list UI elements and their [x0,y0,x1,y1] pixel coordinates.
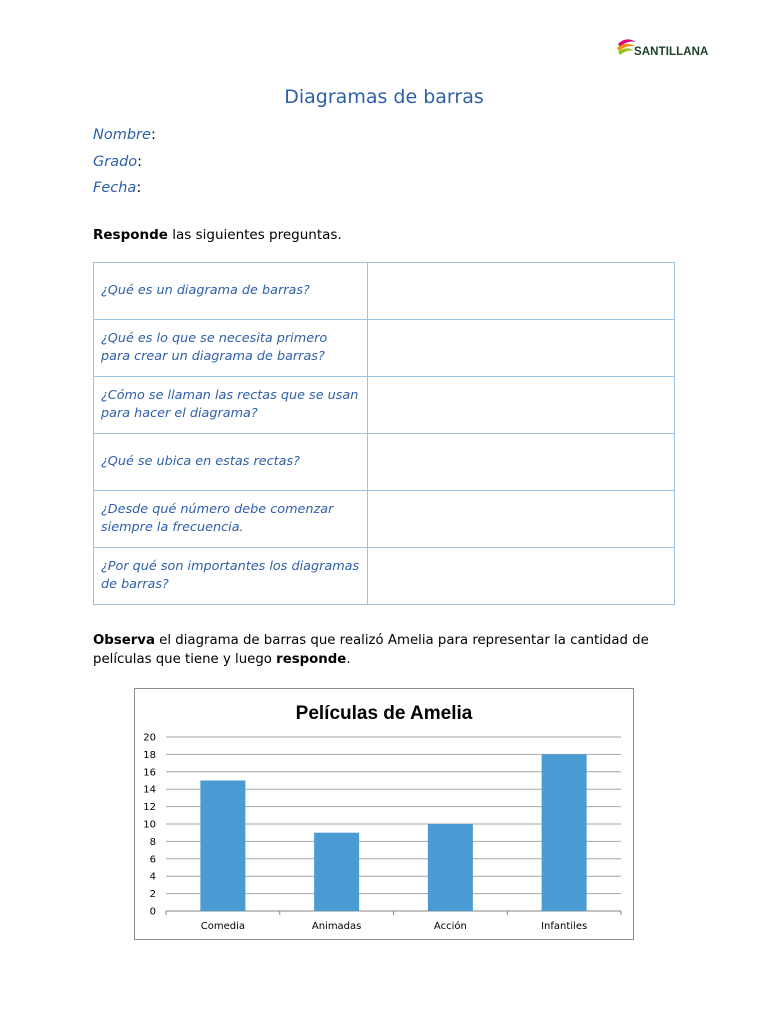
y-tick-label: 0 [149,906,156,918]
paragraph-bold-responde: responde [276,652,347,667]
bar [200,781,245,912]
field-fecha-colon: : [136,180,142,196]
paragraph-text: el diagrama de barras que realizó Amelia para representar la cantidad de películas que tiene y luego [93,633,649,667]
answer-cell[interactable] [368,434,675,491]
table-row [94,263,675,320]
table-row [94,491,675,548]
bar-chart-svg [135,689,633,939]
field-nombre-label: Nombre [93,127,151,143]
x-tick-label: Acción [433,921,467,932]
bar [314,833,359,911]
paragraph-end: . [346,652,351,667]
question-cell: ¿Qué es un diagrama de barras? [94,263,368,320]
answer-cell[interactable] [368,548,675,605]
y-tick-label: 12 [143,802,156,814]
field-fecha [93,180,141,196]
chart-title: Películas de Amelia [295,703,473,724]
y-tick-label: 14 [143,784,156,796]
answer-cell[interactable] [368,491,675,548]
question-cell: ¿Qué se ubica en estas rectas? [94,434,368,491]
santillana-logo [616,36,716,64]
table-row [94,320,675,377]
logo-text: SANTILLANA [634,46,709,58]
field-fecha-label: Fecha [93,180,137,196]
paragraph-bold-observa: Observa [93,633,155,648]
y-tick-label: 2 [149,889,156,901]
observe-paragraph [93,631,693,669]
questions-table [93,262,675,605]
field-nombre [93,127,156,143]
table-row [94,377,675,434]
page-title: Diagramas de barras [284,86,484,108]
bar [542,754,587,911]
field-grado-label: Grado [93,154,138,170]
y-tick-label: 10 [143,819,156,831]
question-cell: ¿Cómo se llaman las rectas que se usan para hacer el diagrama? [94,377,368,434]
y-tick-label: 20 [143,732,156,744]
y-tick-label: 16 [143,767,156,779]
x-tick-label: Comedia [200,921,245,932]
field-grado-colon: : [137,154,143,170]
y-tick-label: 4 [149,871,156,883]
y-tick-label: 18 [143,749,156,761]
answer-cell[interactable] [368,320,675,377]
question-cell: ¿Qué es lo que se necesita primero para crear un diagrama de barras? [94,320,368,377]
instruction-bold: Responde [93,227,168,243]
field-nombre-colon: : [150,127,156,143]
bar [428,824,473,911]
bar-chart [134,688,634,940]
field-grado [93,154,142,170]
table-row [94,548,675,605]
question-cell: ¿Desde qué número debe comenzar siempre la frecuencia. [94,491,368,548]
y-tick-label: 6 [149,854,156,866]
answer-cell[interactable] [368,377,675,434]
question-cell: ¿Por qué son importantes los diagramas de barras? [94,548,368,605]
x-tick-label: Infantiles [541,921,588,932]
answer-cell[interactable] [368,263,675,320]
y-tick-label: 8 [149,836,156,848]
table-row [94,434,675,491]
instruction-rest: las siguientes preguntas. [167,227,342,243]
x-tick-label: Animadas [311,921,362,932]
instruction [93,227,342,243]
